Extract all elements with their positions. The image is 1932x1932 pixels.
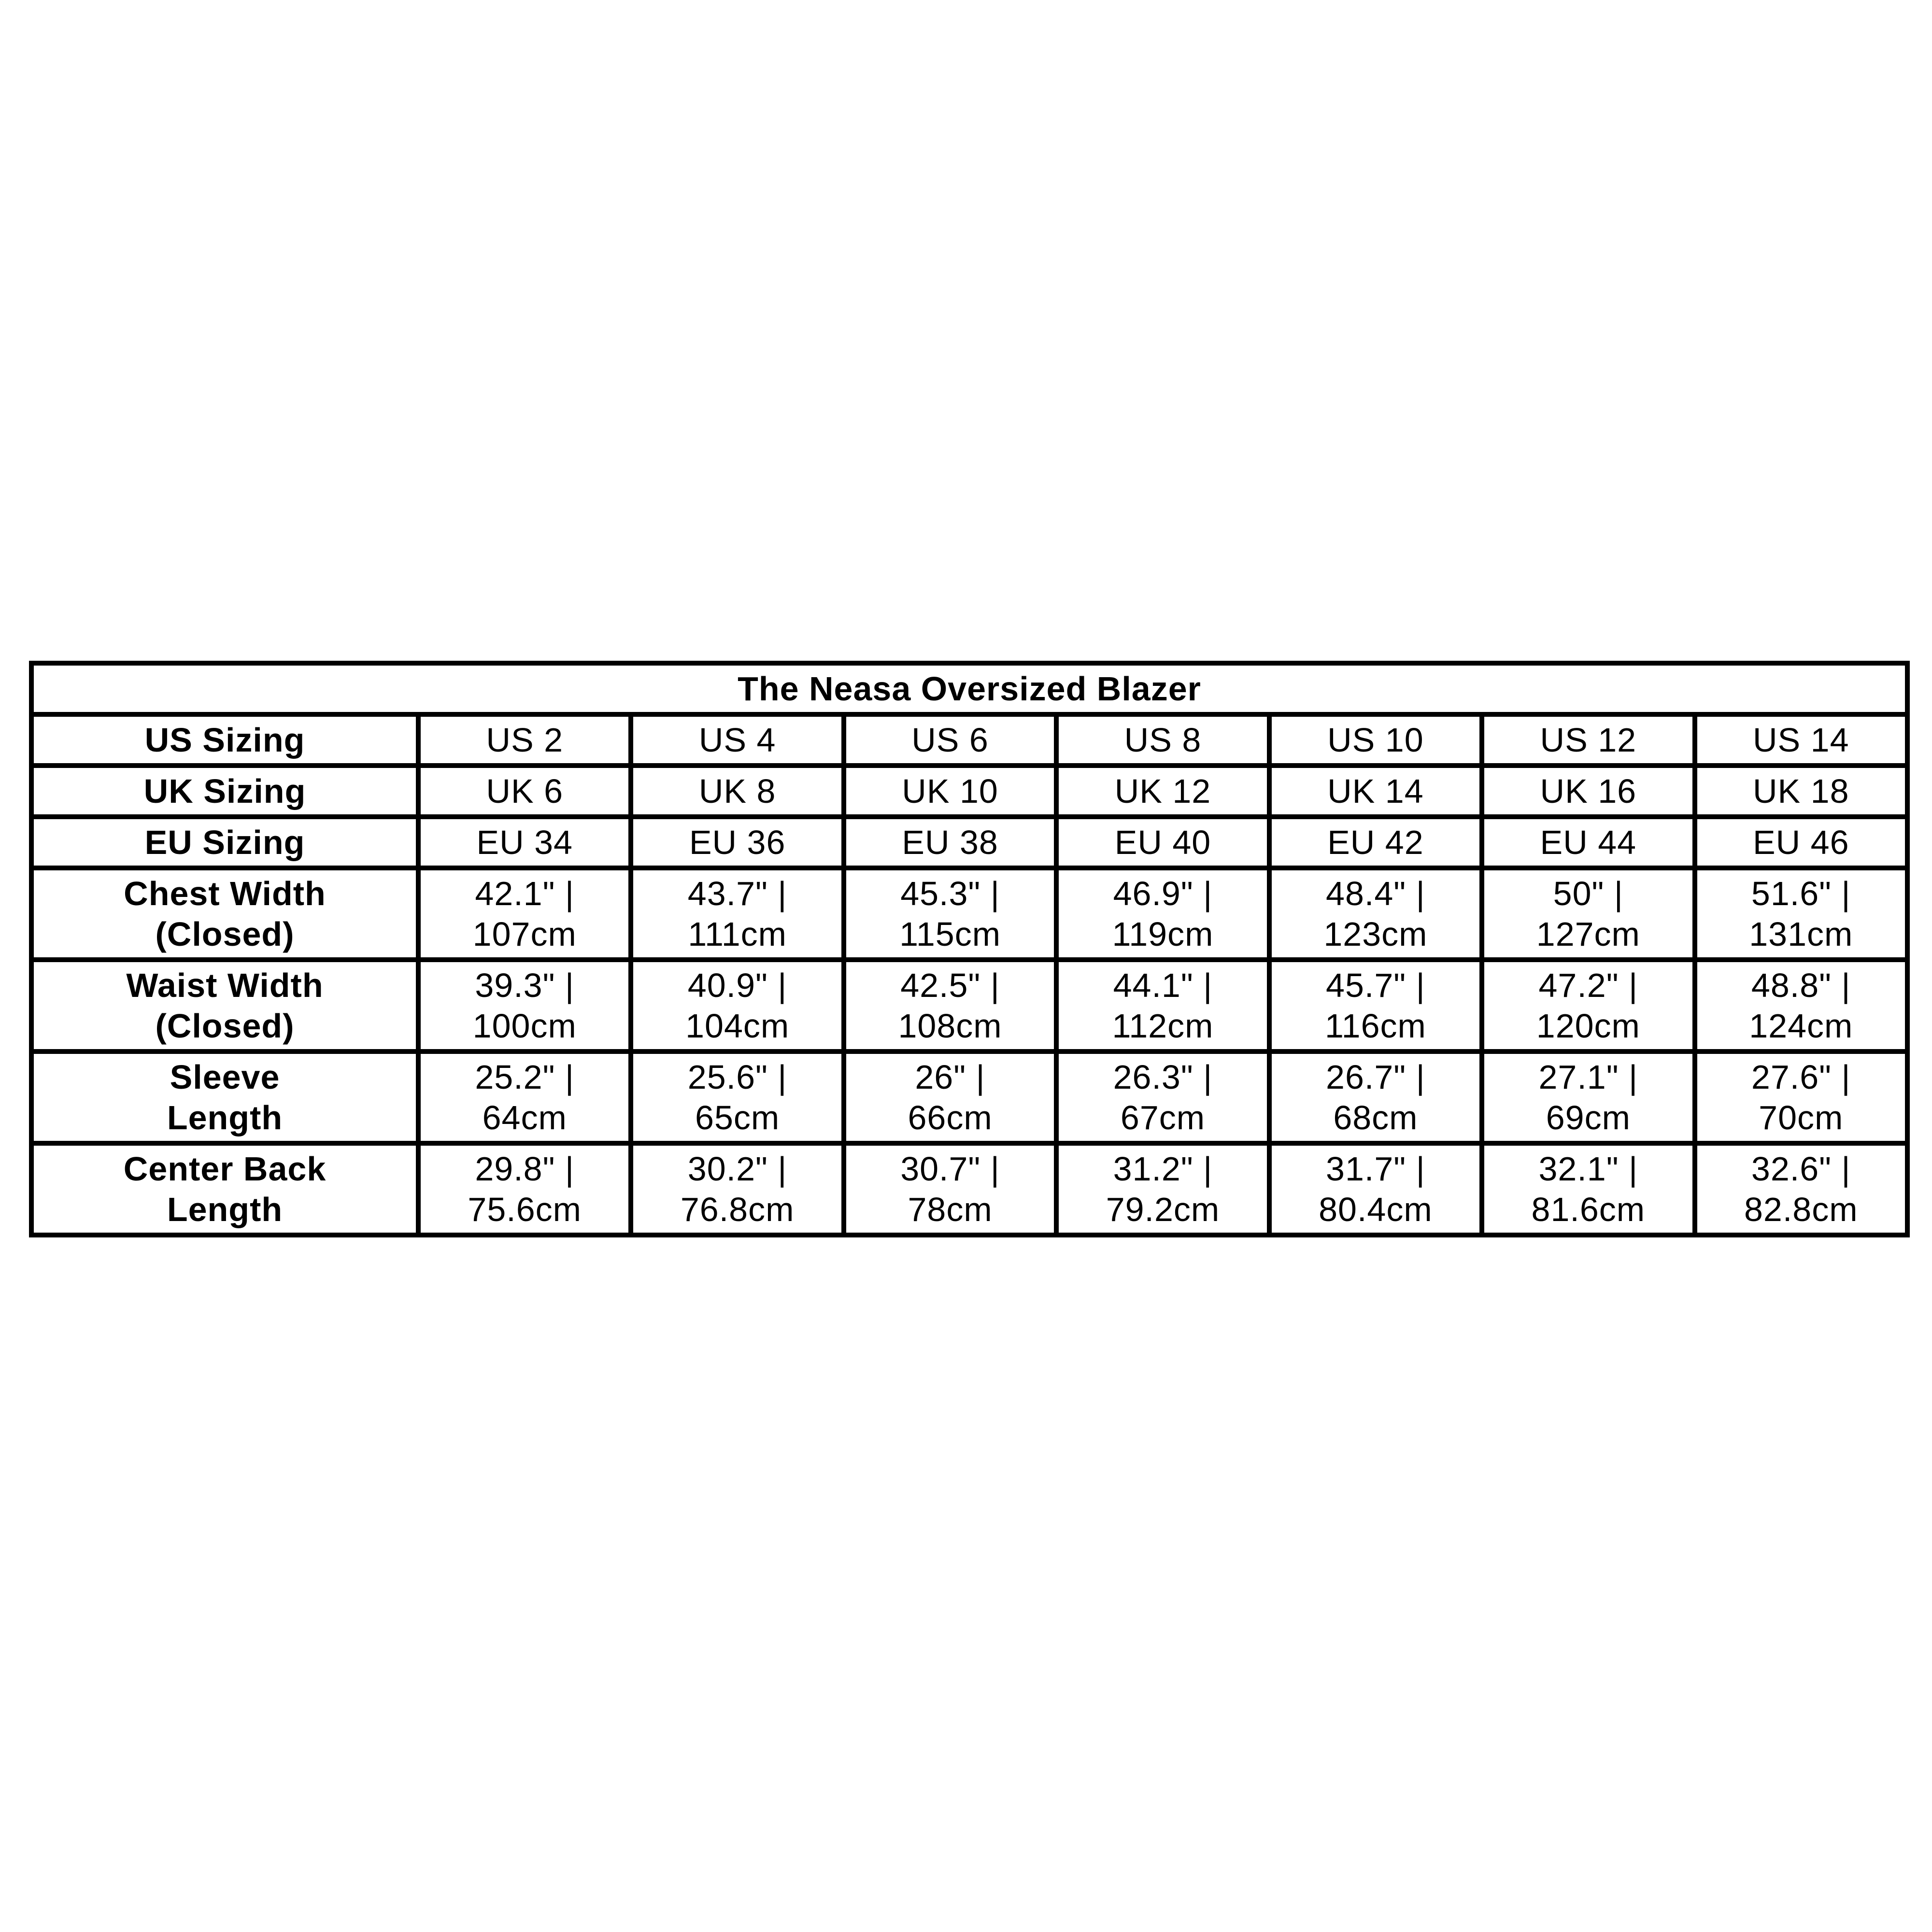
table-cell: EU 34 <box>418 817 631 868</box>
table-cell: 39.3" | 100cm <box>418 960 631 1051</box>
table-row <box>31 817 1907 868</box>
table-cell: 25.2" | 64cm <box>418 1051 631 1143</box>
table-cell: 30.7" | 78cm <box>844 1143 1056 1235</box>
table-cell: 26.3" | 67cm <box>1056 1051 1269 1143</box>
table-cell: US 14 <box>1695 714 1907 766</box>
table-cell: UK 8 <box>631 766 843 817</box>
table-cell: US 6 <box>844 714 1056 766</box>
table-cell: EU 36 <box>631 817 843 868</box>
table-cell: 46.9" | 119cm <box>1056 868 1269 960</box>
table-cell: UK 6 <box>418 766 631 817</box>
table-cell: 48.4" | 123cm <box>1269 868 1482 960</box>
table-cell: EU 44 <box>1482 817 1694 868</box>
table-row <box>31 1051 1907 1143</box>
table-cell: 43.7" | 111cm <box>631 868 843 960</box>
table-cell: 26" | 66cm <box>844 1051 1056 1143</box>
size-chart-body <box>31 663 1907 1235</box>
table-cell: UK 10 <box>844 766 1056 817</box>
table-cell: UK 14 <box>1269 766 1482 817</box>
row-label: UK Sizing <box>31 766 418 817</box>
table-row <box>31 1143 1907 1235</box>
table-cell: 30.2" | 76.8cm <box>631 1143 843 1235</box>
table-cell: UK 18 <box>1695 766 1907 817</box>
table-cell: 51.6" | 131cm <box>1695 868 1907 960</box>
table-cell: 47.2" | 120cm <box>1482 960 1694 1051</box>
row-label: Sleeve Length <box>31 1051 418 1143</box>
table-cell: EU 46 <box>1695 817 1907 868</box>
table-cell: 27.6" | 70cm <box>1695 1051 1907 1143</box>
row-label: Chest Width (Closed) <box>31 868 418 960</box>
table-cell: 27.1" | 69cm <box>1482 1051 1694 1143</box>
table-cell: US 10 <box>1269 714 1482 766</box>
table-cell: 32.6" | 82.8cm <box>1695 1143 1907 1235</box>
table-cell: 42.5" | 108cm <box>844 960 1056 1051</box>
table-cell: US 4 <box>631 714 843 766</box>
table-cell: 31.7" | 80.4cm <box>1269 1143 1482 1235</box>
table-cell: 42.1" | 107cm <box>418 868 631 960</box>
table-cell: 29.8" | 75.6cm <box>418 1143 631 1235</box>
table-cell: 50" | 127cm <box>1482 868 1694 960</box>
table-cell: UK 12 <box>1056 766 1269 817</box>
table-cell: 32.1" | 81.6cm <box>1482 1143 1694 1235</box>
table-cell: 40.9" | 104cm <box>631 960 843 1051</box>
table-cell: 44.1" | 112cm <box>1056 960 1269 1051</box>
row-label: US Sizing <box>31 714 418 766</box>
table-row <box>31 960 1907 1051</box>
row-label: EU Sizing <box>31 817 418 868</box>
table-cell: US 2 <box>418 714 631 766</box>
table-row <box>31 766 1907 817</box>
size-chart-table <box>29 661 1910 1237</box>
table-row <box>31 868 1907 960</box>
row-label: Center Back Length <box>31 1143 418 1235</box>
table-cell: UK 16 <box>1482 766 1694 817</box>
table-cell: 31.2" | 79.2cm <box>1056 1143 1269 1235</box>
table-cell: EU 42 <box>1269 817 1482 868</box>
table-cell: 48.8" | 124cm <box>1695 960 1907 1051</box>
title-row <box>31 663 1907 714</box>
table-cell: EU 38 <box>844 817 1056 868</box>
table-cell: 45.3" | 115cm <box>844 868 1056 960</box>
chart-title: The Neasa Oversized Blazer <box>31 663 1907 714</box>
row-label: Waist Width (Closed) <box>31 960 418 1051</box>
table-cell: 45.7" | 116cm <box>1269 960 1482 1051</box>
table-cell: EU 40 <box>1056 817 1269 868</box>
table-cell: US 8 <box>1056 714 1269 766</box>
table-cell: 26.7" | 68cm <box>1269 1051 1482 1143</box>
table-cell: 25.6" | 65cm <box>631 1051 843 1143</box>
table-cell: US 12 <box>1482 714 1694 766</box>
table-row <box>31 714 1907 766</box>
